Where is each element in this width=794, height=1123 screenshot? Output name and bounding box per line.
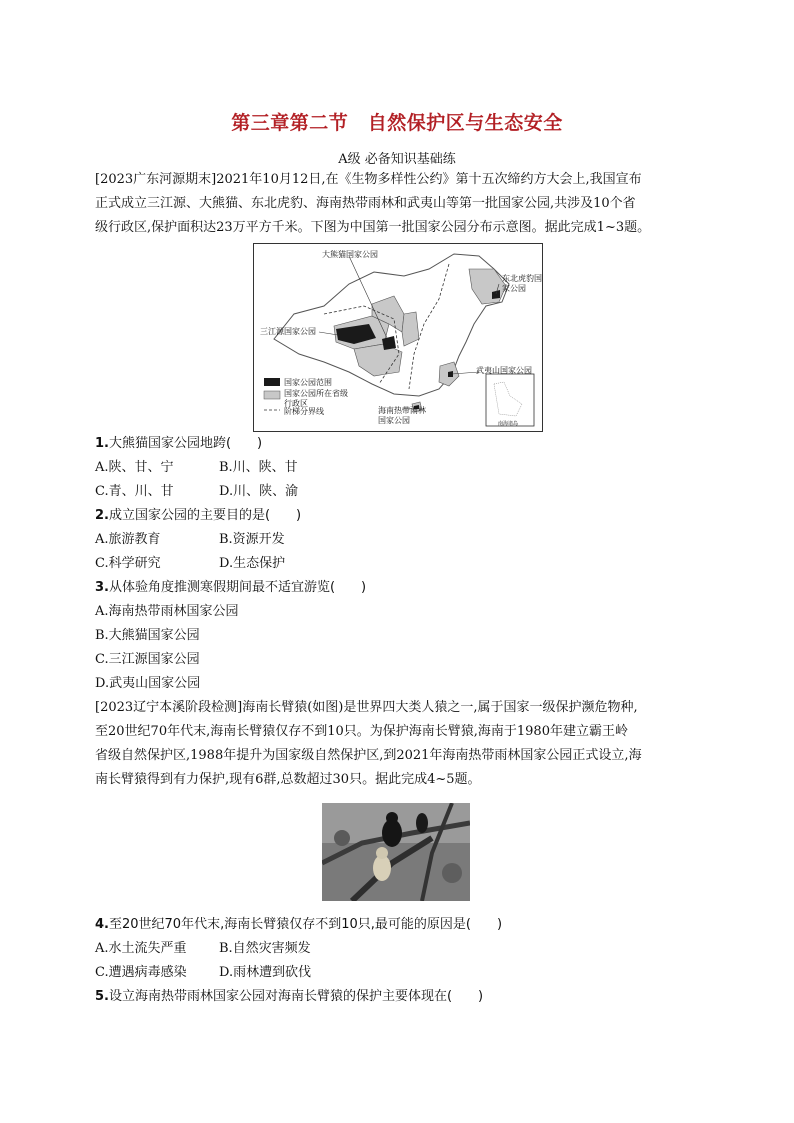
south-sea-inset — [486, 374, 534, 426]
level-subtitle: A级 必备知识基础练 — [338, 152, 456, 167]
q2-option-d[interactable]: D.生态保护 — [219, 556, 286, 571]
question-4-stem: 至20世纪70年代末,海南长臂猿仅存不到10只,最可能的原因是( ) — [108, 917, 503, 932]
question-3 — [95, 578, 366, 598]
intro2-line-3: 省级自然保护区,1988年提升为国家级自然保护区,到2021年海南热带雨林国家公园正式设立,海 — [95, 748, 642, 763]
q4-option-d[interactable]: D.雨林遭到砍伐 — [219, 965, 312, 980]
question-4-options-row-1 — [95, 939, 311, 959]
q4-option-a[interactable]: A.水土流失严重 — [95, 941, 187, 956]
question-5 — [95, 987, 483, 1007]
q1-option-b[interactable]: B.川、陕、甘 — [219, 460, 298, 475]
section-title: 第三章第二节 自然保护区与生态安全 — [231, 112, 563, 134]
gibbon-photo-drawing — [322, 803, 470, 901]
q1-option-a[interactable]: A.陕、甘、宁 — [95, 460, 174, 475]
question-5-number: 5. — [95, 989, 109, 1004]
question-1-number: 1. — [95, 436, 109, 451]
question-2-options-row-2 — [95, 554, 285, 574]
label-wuyi-park: 武夷山国家公园 — [476, 366, 532, 375]
question-4 — [95, 915, 502, 935]
question-1-options-row-1 — [95, 458, 298, 478]
hainan-gibbon-photo — [322, 803, 470, 901]
label-sanjiangyuan-park: 三江源国家公园 — [260, 327, 316, 336]
question-1 — [95, 434, 262, 454]
label-hainan-park: 海南热带雨林国家公园 — [378, 406, 426, 425]
q1-option-c[interactable]: C.青、川、甘 — [95, 484, 174, 499]
legend-province-swatch — [264, 391, 280, 399]
q1-option-d[interactable]: D.川、陕、渝 — [219, 484, 299, 499]
question-2-number: 2. — [95, 508, 109, 523]
label-panda-park: 大熊猫国家公园 — [322, 250, 378, 259]
question-3-stem: 从体验角度推测寒假期间最不适宜游览( ) — [108, 580, 367, 595]
question-1-options-row-2 — [95, 482, 298, 502]
intro2-line-1: [2023辽宁本溪阶段检测]海南长臂猿(如图)是世界四大类人猿之一,属于国家一级保护濒危物种, — [95, 700, 638, 715]
intro2-line-4: 南长臂猿得到有力保护,现有6群,总数超过30只。据此完成4~5题。 — [95, 772, 481, 787]
intro1-line-2: 正式成立三江源、大熊猫、东北虎豹、海南热带雨林和武夷山等第一批国家公园,共涉及10个省 — [95, 196, 636, 211]
q2-option-a[interactable]: A.旅游教育 — [95, 532, 161, 547]
china-national-parks-map — [253, 243, 543, 432]
q2-option-b[interactable]: B.资源开发 — [219, 532, 285, 547]
q3-option-c[interactable]: C.三江源国家公园 — [95, 652, 200, 667]
question-1-stem: 大熊猫国家公园地跨( ) — [108, 436, 263, 451]
q3-option-b[interactable]: B.大熊猫国家公园 — [95, 628, 200, 643]
legend-province-label: 国家公园所在省级行政区 — [284, 389, 348, 408]
question-2-stem: 成立国家公园的主要目的是( ) — [108, 508, 302, 523]
q3-option-a[interactable]: A.海南热带雨林国家公园 — [95, 604, 239, 619]
label-tiger-park: 东北虎豹国家公园 — [502, 274, 542, 293]
intro1-line-1: [2023广东河源期末]2021年10月12日,在《生物多样性公约》第十五次缔约方大会上,我国宣布 — [95, 172, 642, 187]
legend-range-swatch — [264, 378, 280, 386]
question-2 — [95, 506, 301, 526]
question-4-options-row-2 — [95, 963, 311, 983]
question-4-number: 4. — [95, 917, 109, 932]
q4-option-b[interactable]: B.自然灾害频发 — [219, 941, 311, 956]
question-2-options-row-1 — [95, 530, 285, 550]
legend-step-label: 阶梯分界线 — [284, 407, 324, 416]
question-3-number: 3. — [95, 580, 109, 595]
q3-option-d[interactable]: D.武夷山国家公园 — [95, 676, 201, 691]
intro2-line-2: 至20世纪70年代末,海南长臂猿仅存不到10只。为保护海南长臂猿,海南于1980年建立霸王岭 — [95, 724, 628, 739]
label-south-sea: 南海诸岛 — [498, 421, 519, 427]
q2-option-c[interactable]: C.科学研究 — [95, 556, 161, 571]
q4-option-c[interactable]: C.遭遇病毒感染 — [95, 965, 187, 980]
legend-range-label: 国家公园范围 — [284, 378, 332, 387]
question-5-stem: 设立海南热带雨林国家公园对海南长臂猿的保护主要体现在( ) — [108, 989, 484, 1004]
intro1-line-3: 级行政区,保护面积达23万平方千米。下图为中国第一批国家公园分布示意图。据此完成1~3题。 — [95, 220, 651, 235]
